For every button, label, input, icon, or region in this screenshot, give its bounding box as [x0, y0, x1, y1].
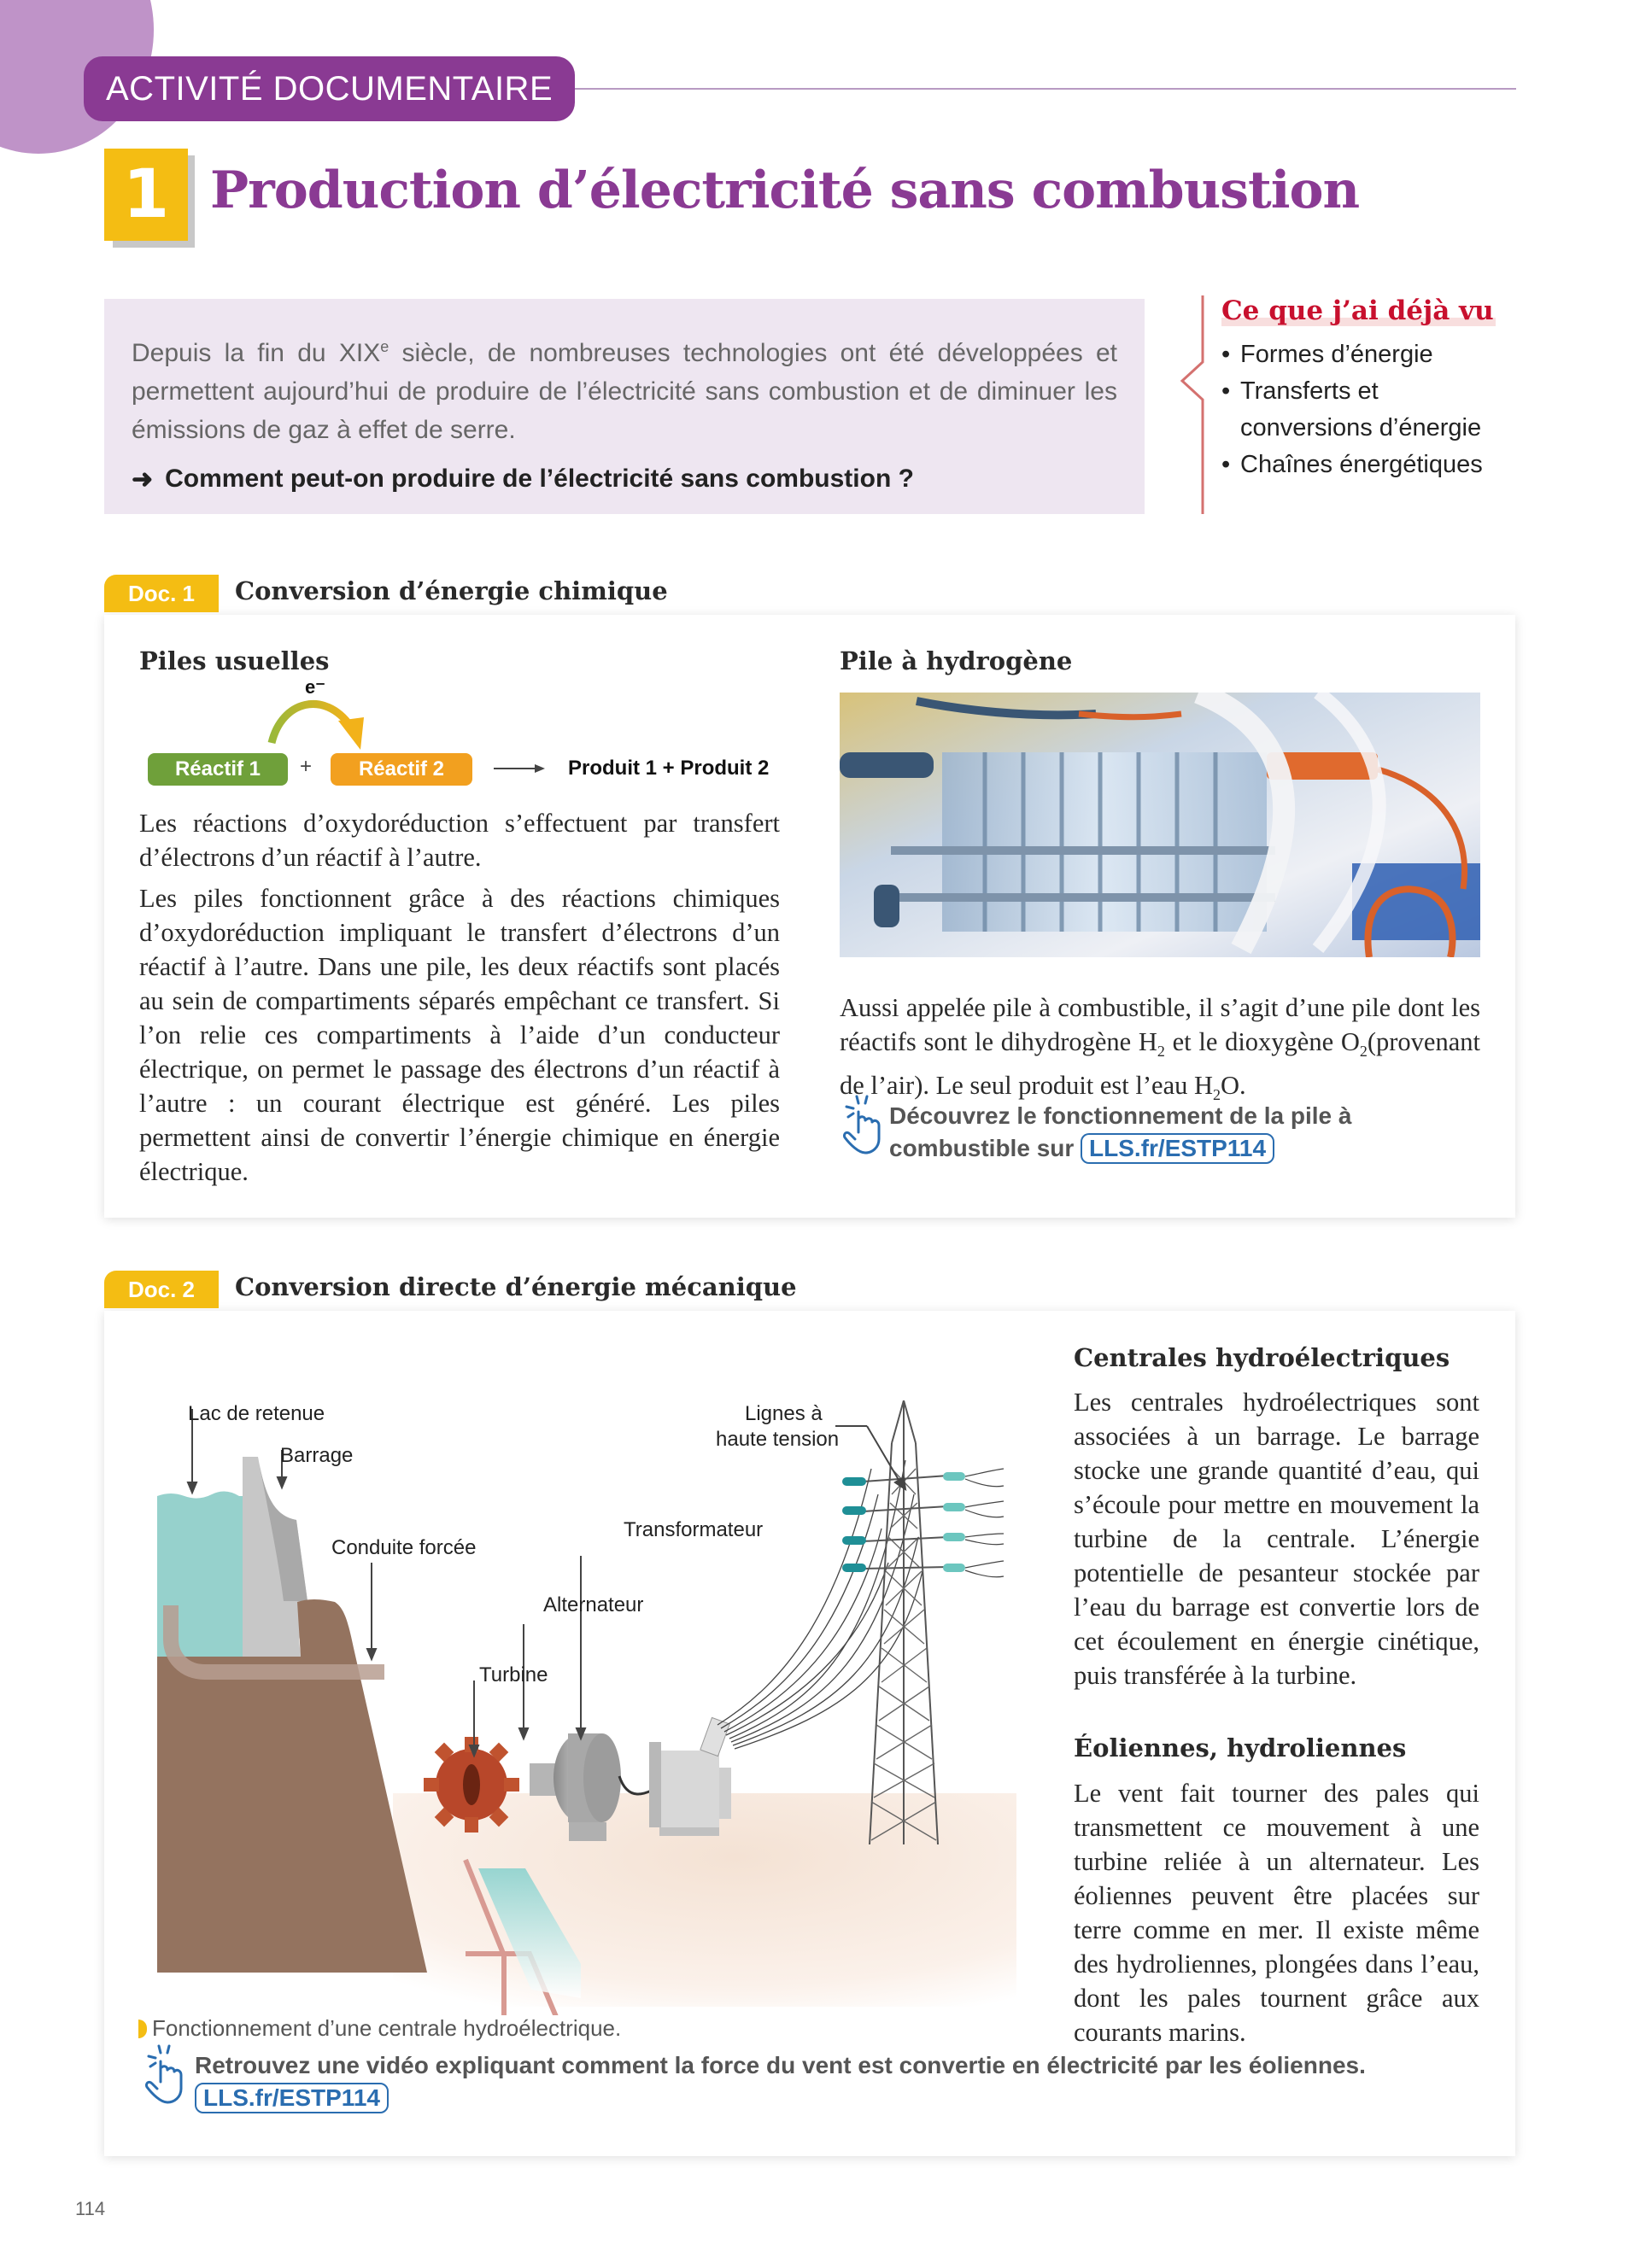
list-item: • Chaînes énergétiques: [1221, 451, 1483, 478]
activity-number: [104, 149, 188, 241]
list-item: • Formes d’énergie: [1221, 341, 1433, 368]
pile-hydrogene-text: Aussi appelée pile à combustible, il s’agit d’une pile dont les réactifs sont le dihydrogène $H_2$ et le dioxygène $O_2(provenant$ de l’air). Le seul produit est l’eau $H_2O$.: [840, 993, 1480, 1104]
label-dam: Barrage: [280, 1444, 354, 1467]
already-seen-panel: [1179, 295, 1520, 514]
products-label: Produit 1 + Produit 2: [568, 757, 770, 780]
already-seen-list: [1221, 336, 1496, 483]
fuel-cell-link[interactable]: LLS.fr/ESTP114: [1081, 1133, 1274, 1164]
hydro-plant-diagram: [137, 1400, 1025, 2015]
plus-sign: +: [300, 755, 313, 778]
label-penstock: Conduite forcée: [331, 1536, 477, 1559]
activity-badge: [84, 56, 575, 121]
intro-question: [132, 465, 1117, 494]
tap-hand-icon: [138, 2044, 195, 2106]
activity-number-text: 1: [122, 156, 170, 233]
wind-video-link-block: [138, 2049, 1471, 2114]
bracket-icon: [1179, 295, 1210, 514]
page-number: 114: [75, 2198, 106, 2219]
wind-title: Éoliennes, hydroliennes: [1074, 1733, 1407, 1762]
list-item: • Transferts et conversions d’énergie: [1221, 377, 1482, 441]
reaction-arrow-icon: [494, 763, 545, 775]
question-text: Comment peut-on produire de l’électricité sans combustion ?: [165, 465, 914, 493]
label-lake: Lac de retenue: [188, 1402, 325, 1425]
reactant-2-pill: Réactif 2: [331, 753, 472, 786]
label-transformer: Transformateur: [624, 1518, 764, 1541]
label-lines-line1: Lignes à: [745, 1402, 823, 1425]
doc1-title: Conversion d’énergie chimique: [235, 576, 668, 605]
wind-text: Le vent fait tourner des pales qui transmettent ce mouvement à une turbine reliée à un alternateur. Les éoliennes peuvent être placées sur terre comme en mer. Il existe même des hydroliennes, plongées dans l’eau, dont les pales tournent grâce aux courants marins.: [1074, 1779, 1479, 2047]
fuel-cell-link-block: [840, 1100, 1438, 1165]
doc1-tab: Doc. 1: [104, 575, 219, 612]
piles-usuelles-title: Piles usuelles: [139, 646, 330, 675]
electron-label: e⁻: [305, 676, 325, 698]
wind-video-link-text: Retrouvez une vidéo expliquant comment la force du vent est convertie en électricité par les éoliennes. LLS.fr/ESTP114: [195, 2049, 1366, 2114]
electron-transfer-arrow-icon: [265, 692, 367, 751]
wind-video-link[interactable]: LLS.fr/ESTP114: [195, 2083, 389, 2113]
piles-usuelles-text: Les réactions d’oxydoréduction s’effectuent par transfert d’électrons d’un réactif à l’autre. Les piles fonctionnent grâce à des réactions chimiques d’oxydoréduction impliquant le transfert d’électrons d’un réactif à l’autre. Dans une pile, les deux réactifs sont placés au sein de compartiments séparés empêchant ce transfert. Si l’on relie ces compartiments à l’aide d’un conducteur électrique, on permet le passage des électrons d’un réactif à l’autre : un courant électrique est généré. Les piles permettent ainsi de convertir l’énergie chimique en énergie électrique.: [139, 809, 780, 1186]
diagram-caption: Fonctionnement d’une centrale hydroélectrique.: [138, 2015, 621, 2042]
header-rule: [547, 88, 1516, 90]
caption-marker-icon: [138, 2020, 147, 2038]
tap-hand-icon: [840, 1095, 889, 1156]
label-turbine: Turbine: [479, 1663, 548, 1686]
hydro-text: Les centrales hydroélectriques sont associées à un barrage. Le barrage stocke une grande quantité d’eau, qui s’écoule pour mettre en mouvement la turbine de la centrale. L’énergie potentielle de pesanteur stockée par l’eau du barrage est convertie lors de cet écoulement en énergie cinétique, puis transférée à la turbine.: [1074, 1388, 1479, 1690]
reactant-1-pill: Réactif 1: [148, 753, 288, 786]
arrow-right-icon: ➜: [132, 465, 154, 494]
fuel-cell-link-text: Découvrez le fonctionnement de la pile à combustible sur LLS.fr/ESTP114: [889, 1100, 1438, 1165]
fuel-cell-photo: [840, 693, 1480, 957]
hydro-title: Centrales hydroélectriques: [1074, 1343, 1450, 1372]
doc2-tab: Doc. 2: [104, 1271, 219, 1308]
label-alternator: Alternateur: [543, 1593, 644, 1616]
activity-label: ACTIVITÉ DOCUMENTAIRE: [106, 69, 554, 108]
label-lines-line2: haute tension: [716, 1428, 840, 1451]
doc2-title: Conversion directe d’énergie mécanique: [235, 1272, 797, 1301]
pile-hydrogene-title: Pile à hydrogène: [840, 646, 1073, 675]
page-title: Production d’électricité sans combustion: [210, 161, 1360, 220]
intro-box: [104, 299, 1145, 514]
already-seen-title: Ce que j’ai déjà vu: [1221, 295, 1494, 326]
intro-text: Depuis la fin du XIXe siècle, de nombreuses technologies ont été développées et permettent aujourd’hui de produire de l’électricité sans combustion et de diminuer les émissions de gaz à effet de serre.: [132, 338, 1117, 444]
